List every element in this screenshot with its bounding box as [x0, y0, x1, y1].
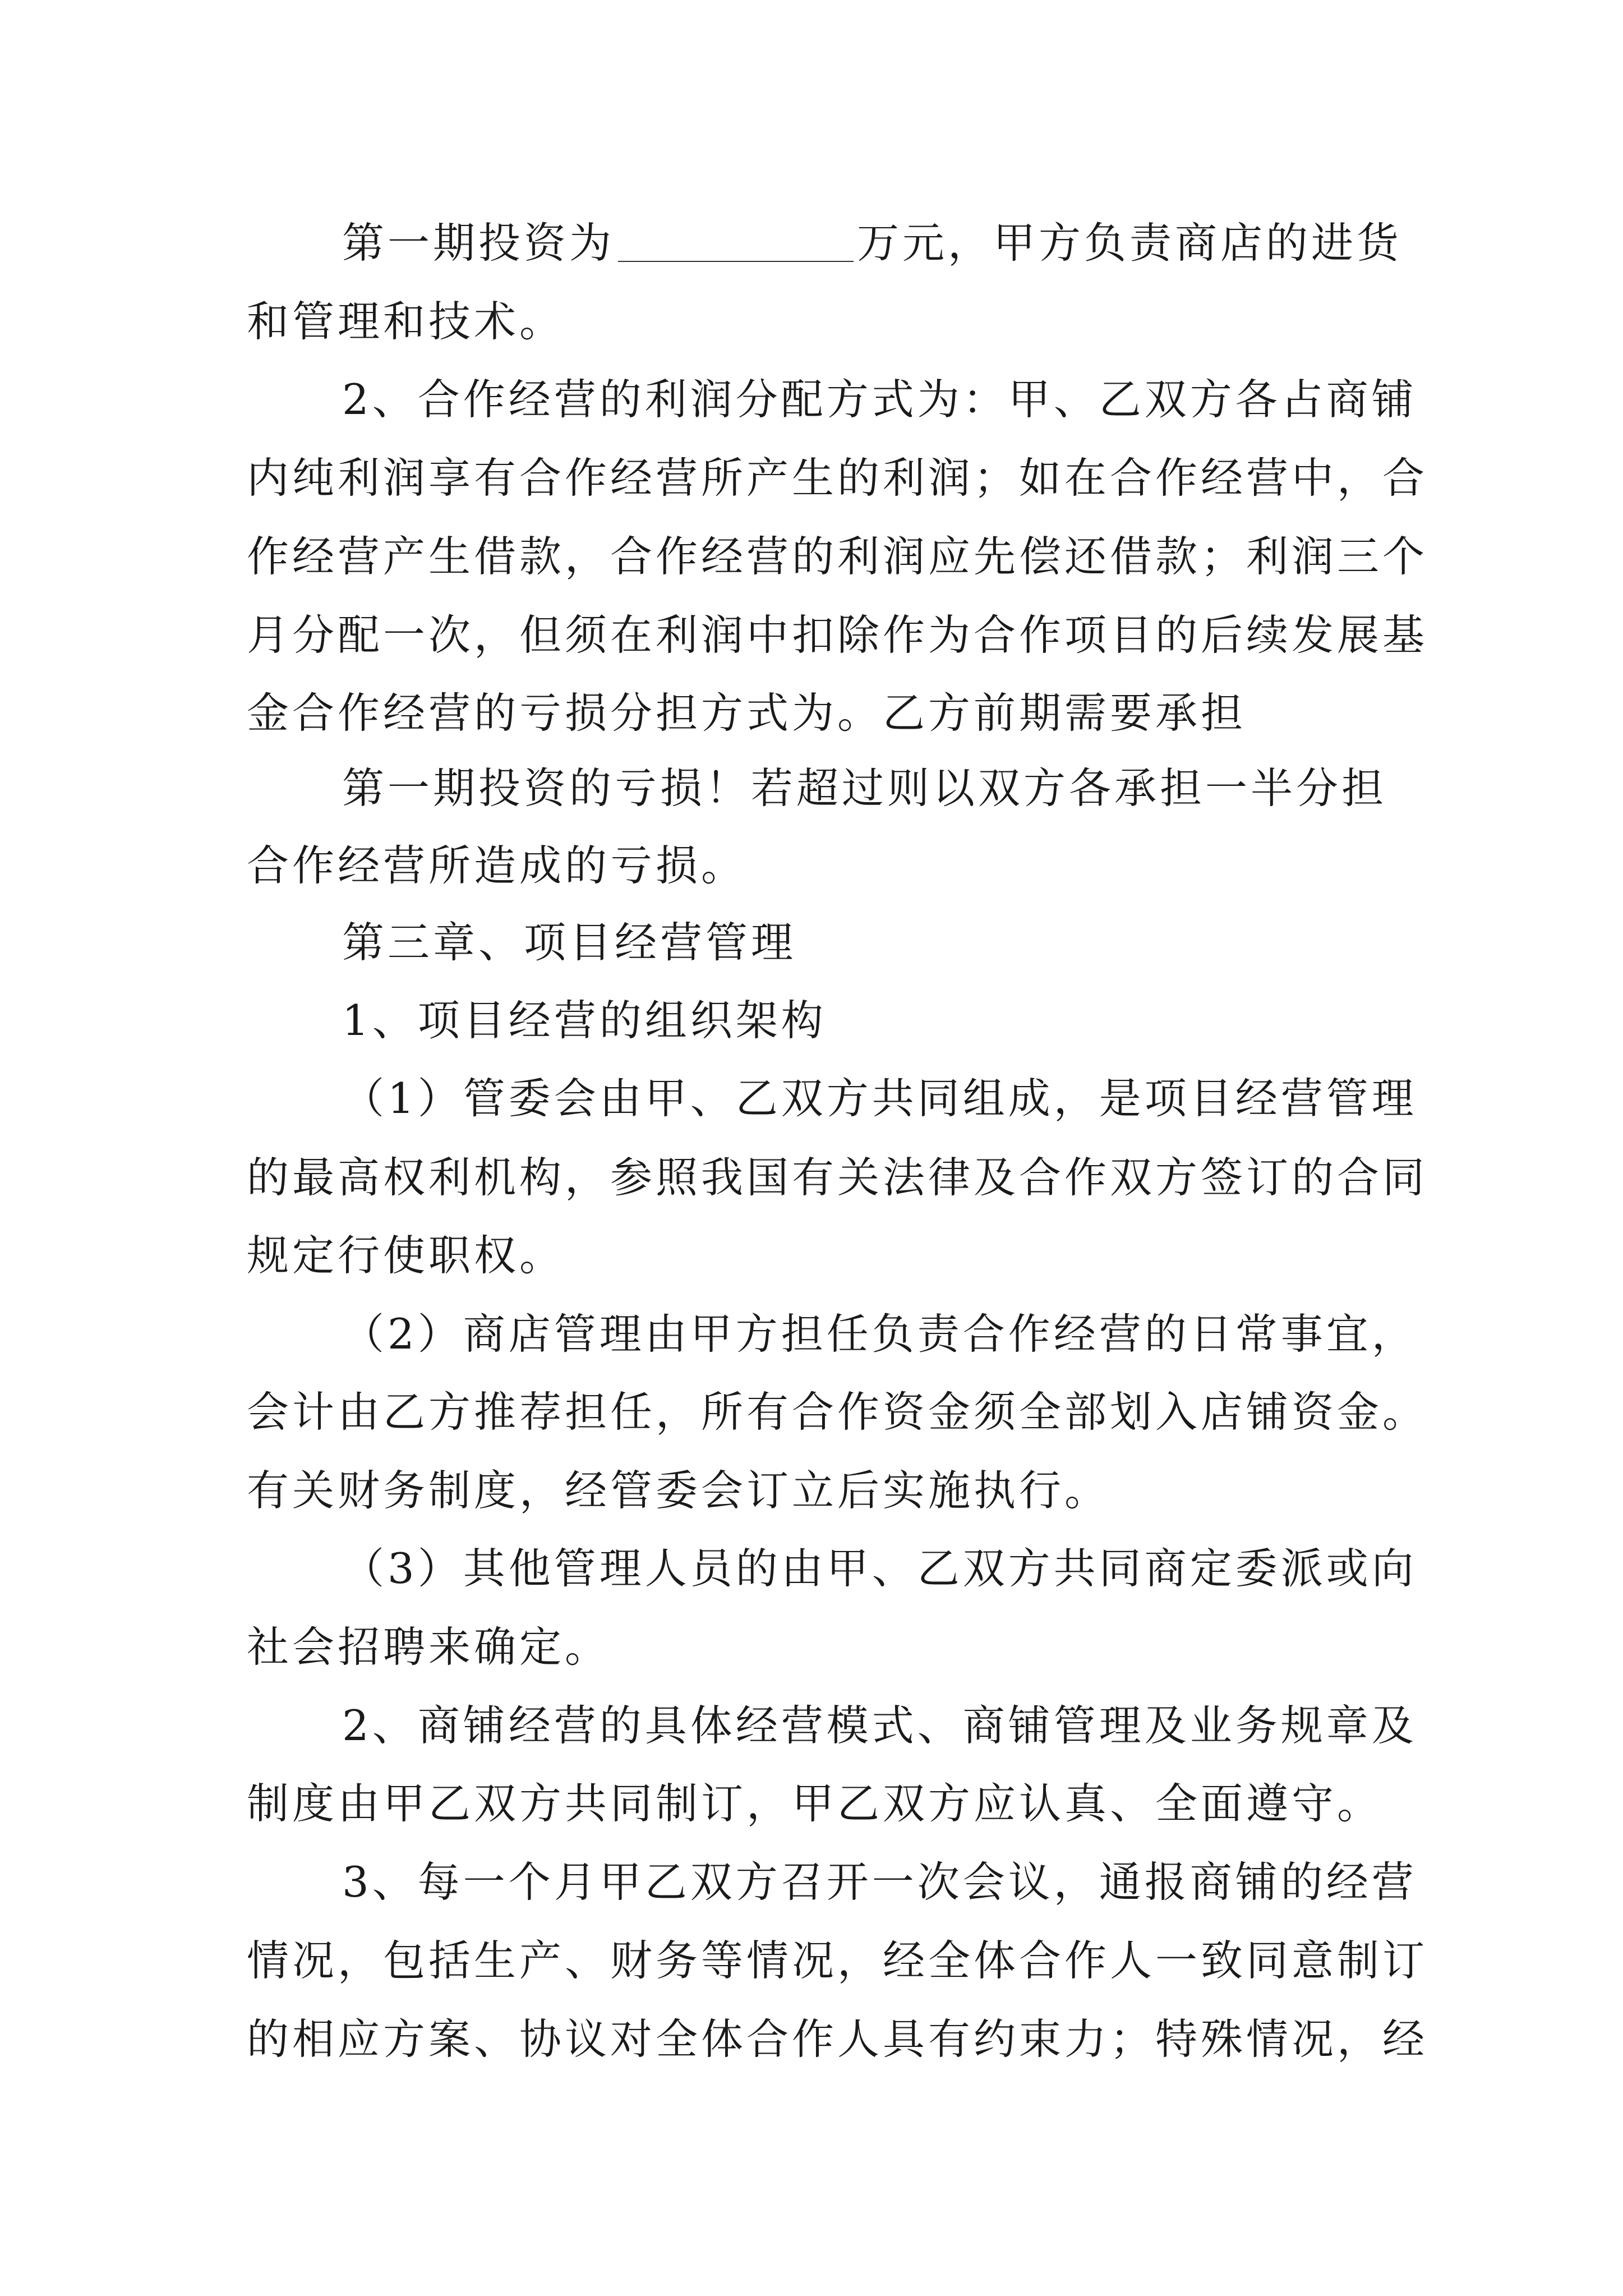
line-text-after-blank: 万元，甲方负责商店的进货 — [857, 218, 1403, 268]
paragraph-line: 的最高权利机构，参照我国有关法律及合作双方签订的合同 — [247, 1153, 1428, 1202]
section-heading: 1、项目经营的组织架构 — [342, 996, 827, 1045]
paragraph-line: 和管理和技术。 — [247, 297, 565, 346]
paragraph-line: 2、合作经营的利润分配方式为：甲、乙双方各占商铺 — [342, 375, 1417, 424]
paragraph-line: 第一期投资的亏损！若超过则以双方各承担一半分担 — [342, 763, 1387, 813]
line-text-before-blank: 第一期投资为 — [342, 218, 615, 268]
paragraph-line: 情况，包括生产、财务等情况，经全体合作人一致同意制订 — [247, 1936, 1428, 1985]
paragraph-line: 内纯利润享有合作经营所产生的利润；如在合作经营中，合 — [247, 453, 1428, 503]
paragraph-line: 3、每一个月甲乙双方召开一次会议，通报商铺的经营 — [342, 1857, 1417, 1907]
fill-in-blank — [618, 261, 854, 262]
paragraph-line: 的相应方案、协议对全体合作人具有约束力；特殊情况，经 — [247, 2014, 1428, 2064]
paragraph-line: 月分配一次，但须在利润中扣除作为合作项目的后续发展基 — [247, 610, 1428, 660]
paragraph-line: 有关财务制度，经管委会订立后实施执行。 — [247, 1466, 1110, 1515]
paragraph-line: （1）管委会由甲、乙双方共同组成，是项目经营管理 — [342, 1074, 1417, 1123]
paragraph-line — [342, 212, 1402, 274]
paragraph-line: 制度由甲乙双方共同制订，甲乙双方应认真、全面遵守。 — [247, 1779, 1383, 1828]
paragraph-line: 作经营产生借款，合作经营的利润应先偿还借款；利润三个 — [247, 532, 1428, 581]
paragraph-line: （2）商店管理由甲方担任负责合作经营的日常事宜， — [342, 1309, 1417, 1359]
chapter-heading: 第三章、项目经营管理 — [342, 918, 797, 967]
paragraph-line: （3）其他管理人员的由甲、乙双方共同商定委派或向 — [342, 1544, 1417, 1593]
paragraph-line: 社会招聘来确定。 — [247, 1622, 611, 1672]
paragraph-line: 2、商铺经营的具体经营模式、商铺管理及业务规章及 — [342, 1701, 1417, 1750]
paragraph-line: 合作经营所造成的亏损。 — [247, 841, 747, 890]
paragraph-line: 金合作经营的亏损分担方式为。乙方前期需要承担 — [247, 688, 1247, 738]
paragraph-line: 规定行使职权。 — [247, 1231, 565, 1280]
paragraph-line: 会计由乙方推荐担任，所有合作资金须全部划入店铺资金。 — [247, 1387, 1428, 1437]
